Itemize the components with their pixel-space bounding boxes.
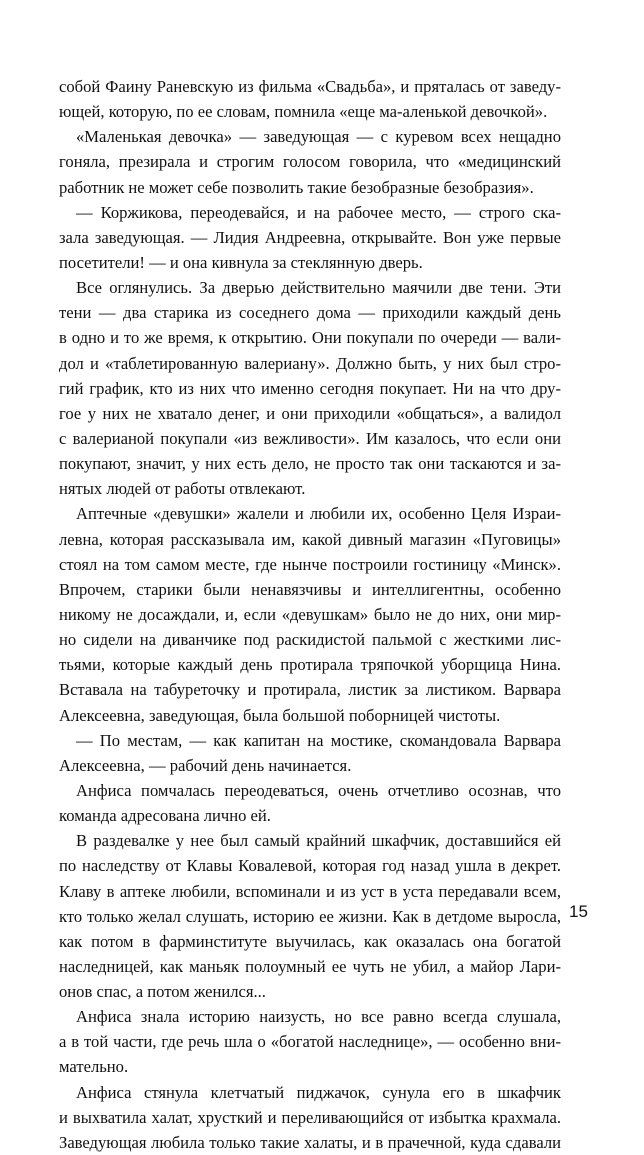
text-line: тени — два старика из соседнего дома — приходили каждый день [59,303,561,323]
text-line: Аптечные «девушки» жалели и любили их, особенно Целя Израи- [76,504,561,524]
body-text [59,74,561,1155]
text-line: в одно и то же время, к открытию. Они покупали по очереди — вали- [59,328,561,348]
text-line: посетители! — и она кивнула за стеклянную дверь. [59,252,423,272]
text-line: зала заведующая. — Лидия Андреевна, открывайте. Вон уже первые [59,227,561,247]
text-line: Алексеевна, заведующая, была большой поборницей чистоты. [59,705,501,725]
text-line: «Маленькая девочка» — заведующая — с куревом всех нещадно [76,127,561,147]
text-line: Впрочем, старики были ненавязчивы и интеллигентны, особенно [59,579,561,599]
text-line: гое у них не хватало денег, и они приходили «общаться», а валидол [59,403,561,423]
text-line: но сидели на диванчике под раскидистой пальмой с жесткими лис- [59,630,561,650]
text-line: тьями, которые каждый день протирала тряпочкой уборщица Нина. [59,655,561,675]
text-line: и выхватила халат, хрусткий и переливающийся от избытка крахмала. [59,1107,561,1127]
text-line: гий график, кто из них что именно сегодня покупает. Ни на что дру- [59,378,561,398]
text-line: наследницей, как маньяк полоумный ее чуть не убил, а майор Лари- [59,956,561,976]
text-line: Анфиса знала историю наизусть, но все равно всегда слушала, [76,1007,561,1027]
text-line: стоял на том самом месте, где нынче построили гостиницу «Минск». [59,554,561,574]
text-line: с валерианой покупали «из вежливости». Им казалось, что если они [59,428,561,448]
text-line: Все оглянулись. За дверью действительно маячили две тени. Эти [76,278,561,298]
text-line: мательно. [59,1057,129,1077]
text-line: покупают, значит, у них есть дело, не просто так они таскаются и за- [59,454,561,474]
text-line: Алексеевна, — рабочий день начинается. [59,755,352,775]
text-line: Клаву в аптеке любили, вспоминали и из уст в уста передавали всем, [59,881,561,901]
text-line: собой Фаину Раневскую из фильма «Свадьба», и пряталась от заведу- [59,77,561,96]
text-line: В раздевалке у нее был самый крайний шкафчик, доставшийся ей [76,831,561,851]
text-line: как потом в фарминституте выучилась, как оказалась она богатой [59,931,561,951]
text-line: ющей, которую, по ее словам, помнила «еще ма-аленькой девочкой». [59,102,548,122]
text-line: работник не может себе позволить такие безобразные безобразия». [59,177,534,197]
text-line: Заведующая любила только такие халаты, и в прачечной, куда сдавали [59,1132,561,1152]
text-line: — По местам, — как капитан на мостике, скомандовала Варвара [76,730,561,750]
text-line: онов спас, а потом женился... [59,982,266,1002]
text-line: а в той части, где речь шла о «богатой наследнице», — особенно вни- [59,1032,561,1052]
text-line: левна, которая рассказывала им, какой дивный магазин «Пуговицы» [59,529,561,549]
text-line: Анфиса помчалась переодеваться, очень отчетливо осознав, что [76,780,561,800]
text-line: Анфиса стянула клетчатый пиджачок, сунула его в шкафчик [76,1082,561,1102]
text-line: кто только желал слушать, историю ее жизни. Как в детдоме выросла, [59,906,561,926]
text-line: по наследству от Клавы Ковалевой, которая год назад ушла в декрет. [59,856,561,876]
text-line: Вставала на табуреточку и протирала, листик за листиком. Варвара [59,680,561,700]
text-line: команда адресована лично ей. [59,806,271,826]
text-line: никому не досаждали, и, если «девушкам» было не до них, они мир- [59,604,561,624]
text-line: дол и «таблетированную валериану». Должно быть, у них был стро- [59,353,561,373]
page-number: 15 [569,902,588,921]
text-line: нятых людей от работы отвлекают. [59,479,306,499]
text-line: гоняла, презирала и строгим голосом говорила, что «медицинский [59,152,561,172]
text-line: — Коржикова, переодевайся, и на рабочее место, — строго ска- [76,202,561,222]
